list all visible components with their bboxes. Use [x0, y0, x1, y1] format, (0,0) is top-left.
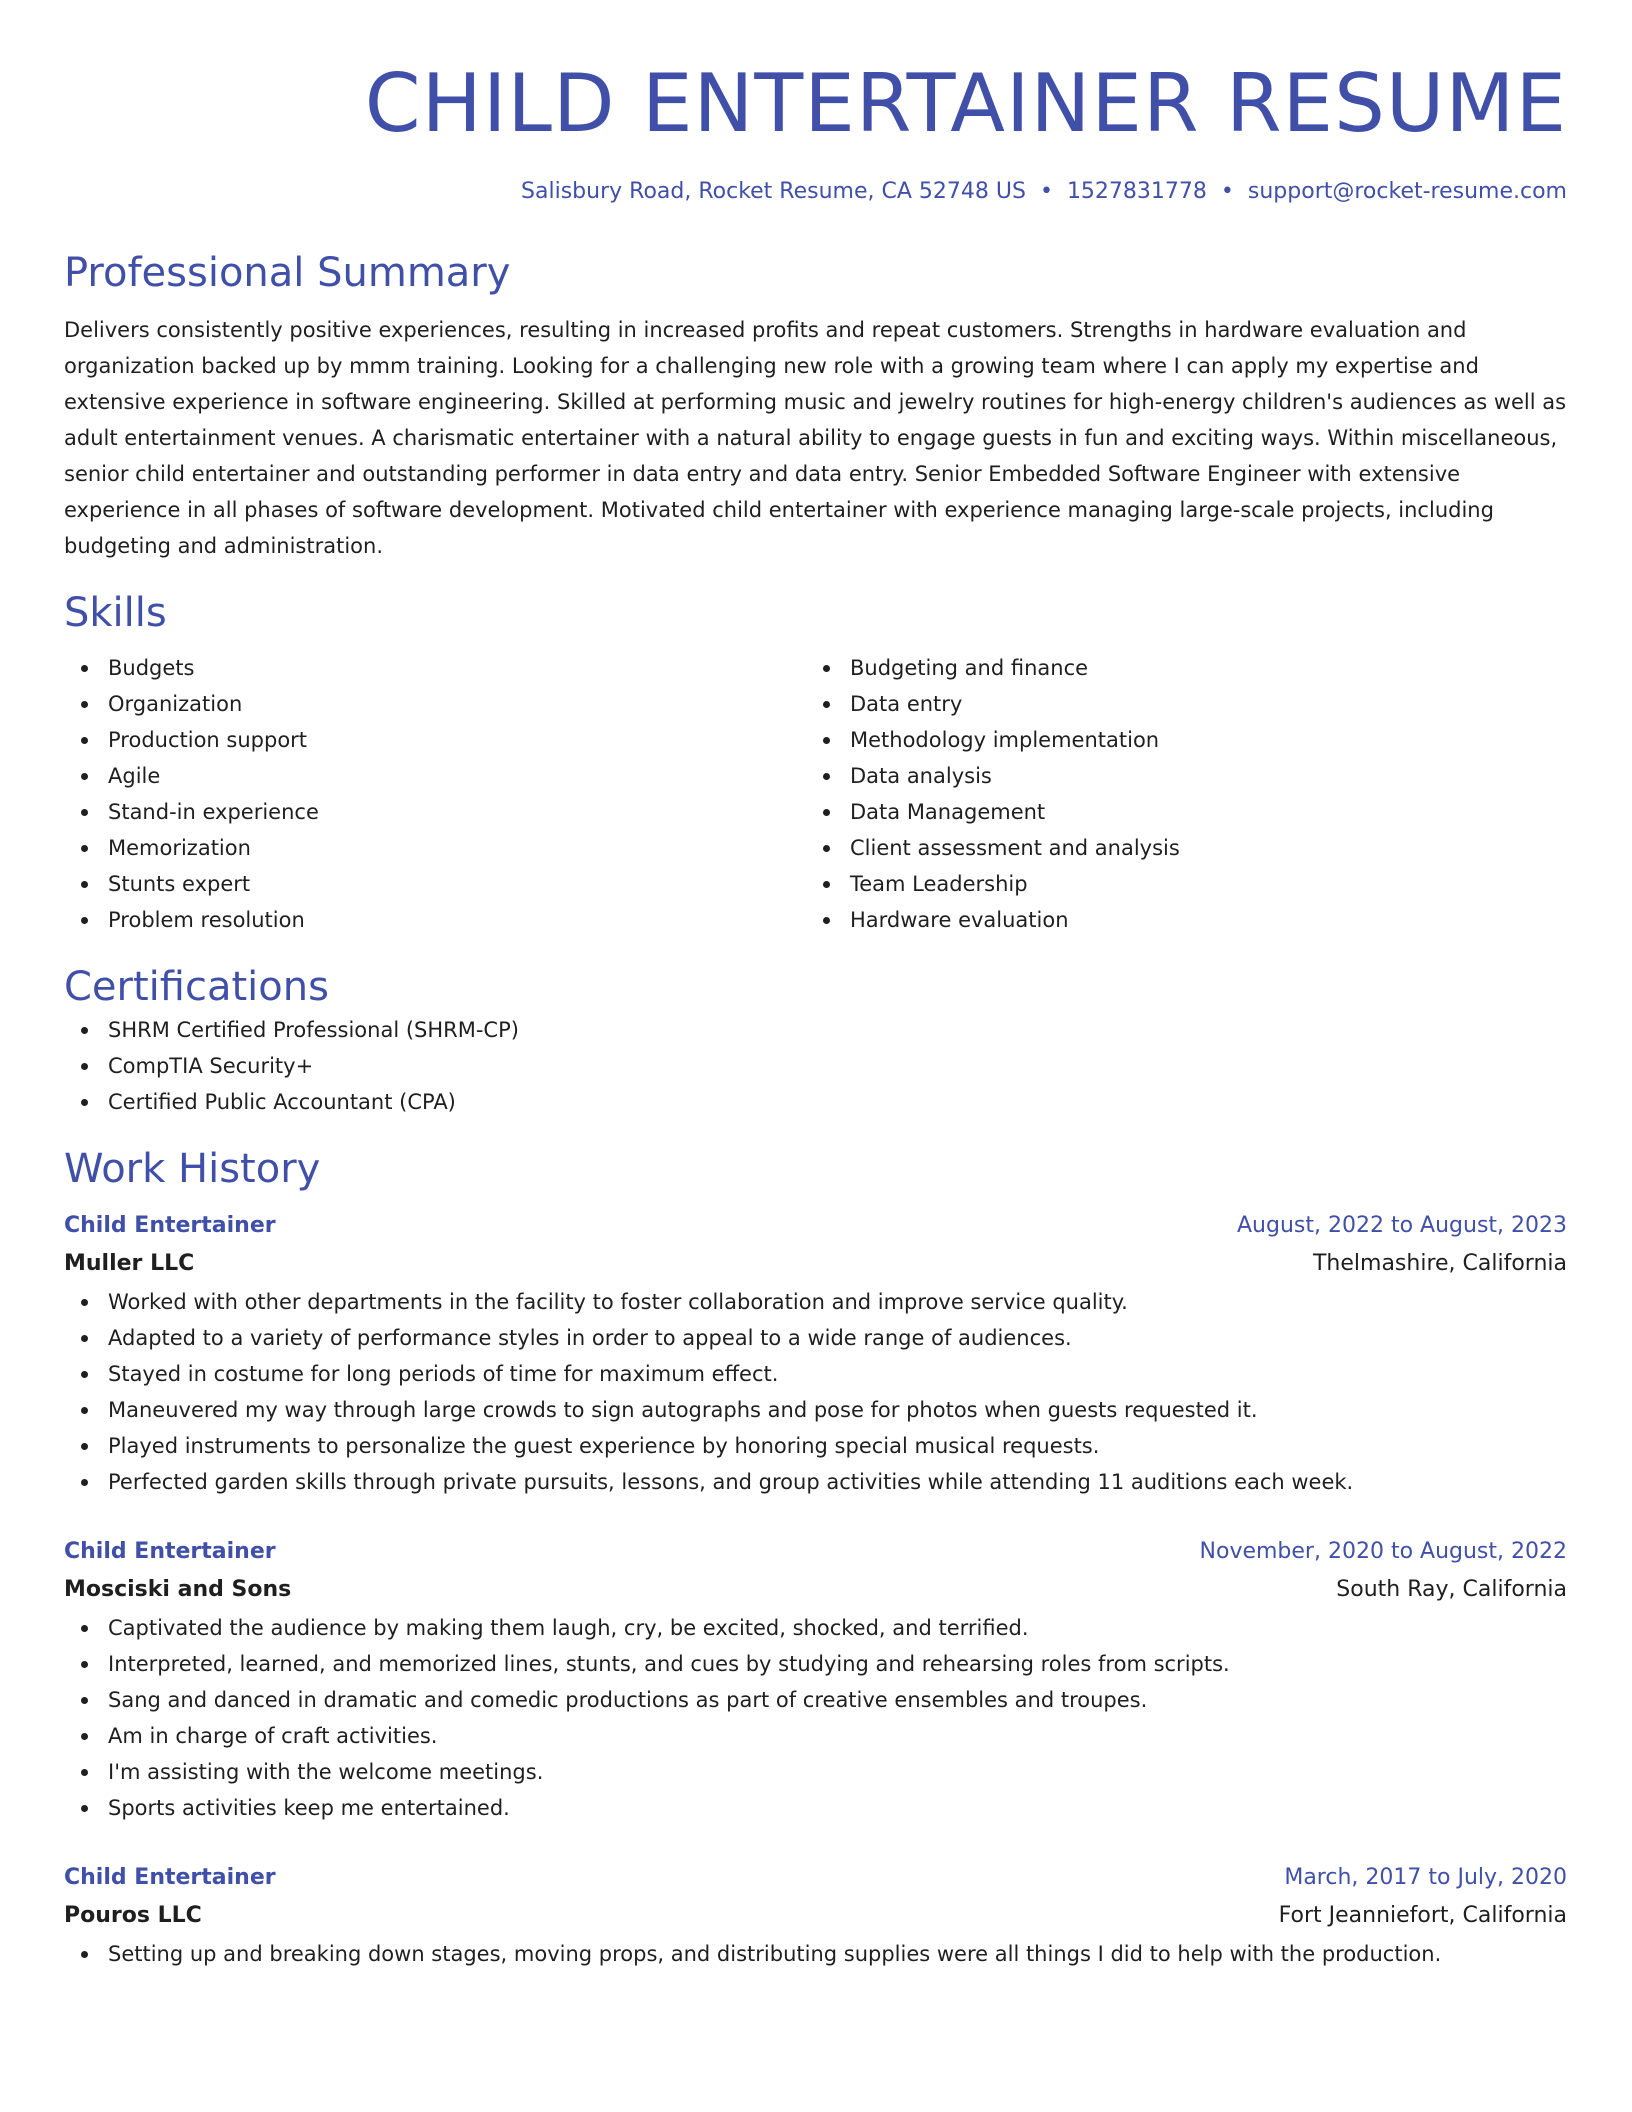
job-title: Child Entertainer — [64, 1865, 276, 1890]
bullet-separator: • — [1039, 179, 1053, 204]
skills-left-column — [64, 650, 806, 938]
skill-item: Agile — [108, 758, 806, 794]
job-duty-item: Maneuvered my way through large crowds to sign autographs and pose for photos when guests requested it. — [108, 1392, 1567, 1428]
job-company: Pouros LLC — [64, 1903, 202, 1928]
job-title-row — [64, 1208, 1567, 1244]
skill-item: Data Management — [850, 794, 1548, 830]
job-duty-item: Am in charge of craft activities. — [108, 1718, 1567, 1754]
job-dates: August, 2022 to August, 2023 — [1237, 1213, 1567, 1238]
job-entry — [64, 1534, 1567, 1826]
job-company-row — [64, 1896, 1567, 1936]
job-entry — [64, 1208, 1567, 1500]
job-dates: November, 2020 to August, 2022 — [1199, 1539, 1567, 1564]
job-duties-list — [64, 1284, 1567, 1500]
resume-page — [64, 0, 1567, 1972]
job-company-row — [64, 1244, 1567, 1284]
job-duty-item: Setting up and breaking down stages, moving props, and distributing supplies were all things I did to help with the production. — [108, 1936, 1567, 1972]
address-text: Salisbury Road, Rocket Resume, CA 52748 US — [521, 179, 1026, 204]
certification-item: SHRM Certified Professional (SHRM-CP) — [108, 1012, 1567, 1048]
job-duty-item: Perfected garden skills through private pursuits, lessons, and group activities while attending 11 auditions each week. — [108, 1464, 1567, 1500]
certification-item: CompTIA Security+ — [108, 1048, 1567, 1084]
job-dates: March, 2017 to July, 2020 — [1284, 1865, 1567, 1890]
job-title: Child Entertainer — [64, 1539, 276, 1564]
job-entry — [64, 1860, 1567, 1972]
job-title-row — [64, 1534, 1567, 1570]
skill-item: Data analysis — [850, 758, 1548, 794]
job-location: Thelmashire, California — [1312, 1251, 1567, 1276]
summary-text: Delivers consistently positive experiences, resulting in increased profits and repeat customers. Strengths in hardware evaluation and organization backed up by mmm training. Looking for a challenging new role with a growing team where I can apply my expertise and extensive experience in software engineering. Skilled at performing music and jewelry routines for high-energy children's audiences as well as adult entertainment venues. A charismatic entertainer with a natural ability to engage guests in fun and exciting ways. Within miscellaneous, senior child entertainer and outstanding performer in data entry and data entry. Senior Embedded Software Engineer with extensive experience in all phases of software development. Motivated child entertainer with experience managing large-scale projects, including budgeting and administration. — [64, 318, 1567, 558]
job-location: Fort Jeanniefort, California — [1278, 1903, 1567, 1928]
skill-item: Problem resolution — [108, 902, 806, 938]
job-company-row — [64, 1570, 1567, 1610]
skill-item: Client assessment and analysis — [850, 830, 1548, 866]
job-company: Mosciski and Sons — [64, 1577, 292, 1602]
resume-title: CHILD ENTERTAINER RESUME — [364, 57, 1567, 150]
certifications-heading: Certifications — [64, 964, 329, 1010]
skills-right-column — [806, 650, 1548, 938]
job-duty-item: Stayed in costume for long periods of time for maximum effect. — [108, 1356, 1567, 1392]
job-company: Muller LLC — [64, 1251, 195, 1276]
certifications-list — [64, 1012, 1567, 1120]
skill-item: Production support — [108, 722, 806, 758]
job-location: South Ray, California — [1336, 1577, 1567, 1602]
skill-item: Methodology implementation — [850, 722, 1548, 758]
contact-line — [64, 176, 1567, 208]
job-duties-list — [64, 1610, 1567, 1826]
job-title: Child Entertainer — [64, 1213, 276, 1238]
skill-item: Budgeting and finance — [850, 650, 1548, 686]
skill-item: Team Leadership — [850, 866, 1548, 902]
job-duty-item: Sang and danced in dramatic and comedic productions as part of creative ensembles and troupes. — [108, 1682, 1567, 1718]
skills-heading: Skills — [64, 590, 167, 636]
job-duty-item: I'm assisting with the welcome meetings. — [108, 1754, 1567, 1790]
phone-text: 1527831778 — [1066, 179, 1207, 204]
skill-item: Memorization — [108, 830, 806, 866]
job-duty-item: Played instruments to personalize the guest experience by honoring special musical requests. — [108, 1428, 1567, 1464]
job-duty-item: Captivated the audience by making them laugh, cry, be excited, shocked, and terrified. — [108, 1610, 1567, 1646]
bullet-separator: • — [1220, 179, 1234, 204]
job-duty-item: Adapted to a variety of performance styles in order to appeal to a wide range of audiences. — [108, 1320, 1567, 1356]
skill-item: Stunts expert — [108, 866, 806, 902]
job-title-row — [64, 1860, 1567, 1896]
job-duty-item: Sports activities keep me entertained. — [108, 1790, 1567, 1826]
job-duty-item: Interpreted, learned, and memorized lines, stunts, and cues by studying and rehearsing roles from scripts. — [108, 1646, 1567, 1682]
skill-item: Budgets — [108, 650, 806, 686]
skill-item: Stand-in experience — [108, 794, 806, 830]
certification-item: Certified Public Accountant (CPA) — [108, 1084, 1567, 1120]
skill-item: Organization — [108, 686, 806, 722]
job-duty-item: Worked with other departments in the facility to foster collaboration and improve service quality. — [108, 1284, 1567, 1320]
summary-heading: Professional Summary — [64, 250, 511, 296]
skills-grid — [64, 650, 1567, 938]
skill-item: Hardware evaluation — [850, 902, 1548, 938]
job-duties-list — [64, 1936, 1567, 1972]
work-history-heading: Work History — [64, 1146, 321, 1192]
email-link[interactable]: support@rocket-resume.com — [1247, 179, 1567, 204]
skill-item: Data entry — [850, 686, 1548, 722]
